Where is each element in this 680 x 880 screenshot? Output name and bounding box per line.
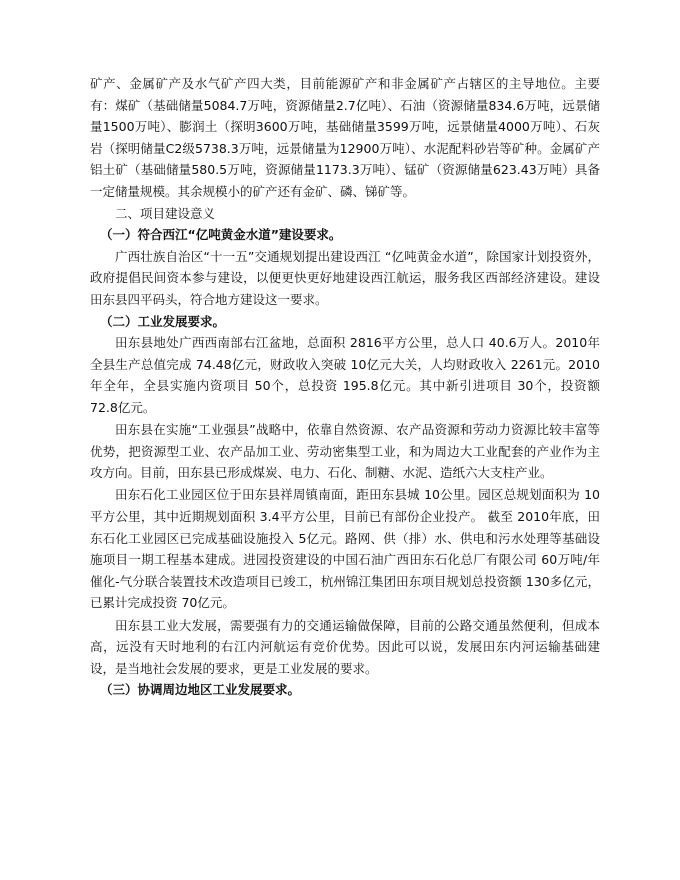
paragraph-county-overview: 田东县地处广西西南部右江盆地，总面积 2816平方公里，总人口 40.6万人。2010年全县生产总值完成 74.48亿元，财政收入突破 10亿元大关，人均财政收入 2261元。2010年全年，全县实施内资项目 50个，总投资 195.8亿元。其中新引进项目 30个，投资额 72.8亿元。 <box>90 335 600 415</box>
section-heading-project-significance: 二、项目建设意义 <box>115 205 216 221</box>
paragraph-petrochemical-park: 田东石化工业园区位于田东县祥周镇南面，距田东县城 10公里。园区总规划面积为 10平方公里，其中近期规划面积 3.4平方公里，目前已有部份企业投产。 截至 2010年底，田东石化工业园区已完成基础设施投入 5亿元。路网、供（排）水、供电和污水处理等基础设施项目一期工程基本建成。进园投资建设的中国石油广西田东石化总厂有限公司 60万吨/年催化-气分联合装置技术改造项目已竣工，杭州锦江集团田东项目规划总投资额 130多亿元，已累计完成投资 70亿元。 <box>90 487 600 611</box>
paragraph-transport-need: 田东县工业大发展，需要强有力的交通运输做保障，目前的公路交通虽然便利，但成本高，远没有天时地利的右江内河航运有竞价优势。因此可以说，发展田东内河运输基础建设，是当地社会发展的要求，更是工业发展的要求。 <box>90 617 600 676</box>
subsection-heading-regional: （三）协调周边地区工业发展要求。 <box>100 682 301 698</box>
subsection-heading-industry: （二）工业发展要求。 <box>100 313 226 329</box>
document-body <box>90 73 600 701</box>
paragraph-xijiang: 广西壮族自治区“十一五”交通规划提出建设西江 “亿吨黄金水道”，除国家计划投资外，政府提倡民间资本参与建设，以便更快更好地建设西江航运，服务我区西部经济建设。建设田东县四平码头，符合地方建设这一要求。 <box>90 248 600 307</box>
paragraph-industry-strategy: 田东县在实施“工业强县”战略中，依靠自然资源、农产品资源和劳动力资源比较丰富等优势，把资源型工业、农产品加工业、劳动密集型工业，和为周边大工业配套的产业作为主攻方向。目前，田东县已形成煤炭、电力、石化、制糖、水泥、造纸六大支柱产业。 <box>90 422 600 481</box>
subsection-heading-xijiang: （一）符合西江“亿吨黄金水道”建设要求。 <box>100 227 342 243</box>
paragraph-mineral-resources: 矿产、金属矿产及水气矿产四大类，目前能源矿产和非金属矿产占辖区的主导地位。主要有：煤矿（基础储量5084.7万吨，资源储量2.7亿吨）、石油（资源储量834.6万吨，远景储量1500万吨）、膨润土（探明3600万吨，基础储量3599万吨，远景储量4000万吨）、石灰岩（探明储量C2级5738.3万吨，远景储量为12900万吨）、水泥配料砂岩等矿种。金属矿产铝土矿（基础储量580.5万吨，资源储量1173.3万吨）、锰矿（资源储量623.43万吨）具备一定储量规模。其余规模小的矿产还有金矿、磷、锑矿等。 <box>90 76 600 199</box>
